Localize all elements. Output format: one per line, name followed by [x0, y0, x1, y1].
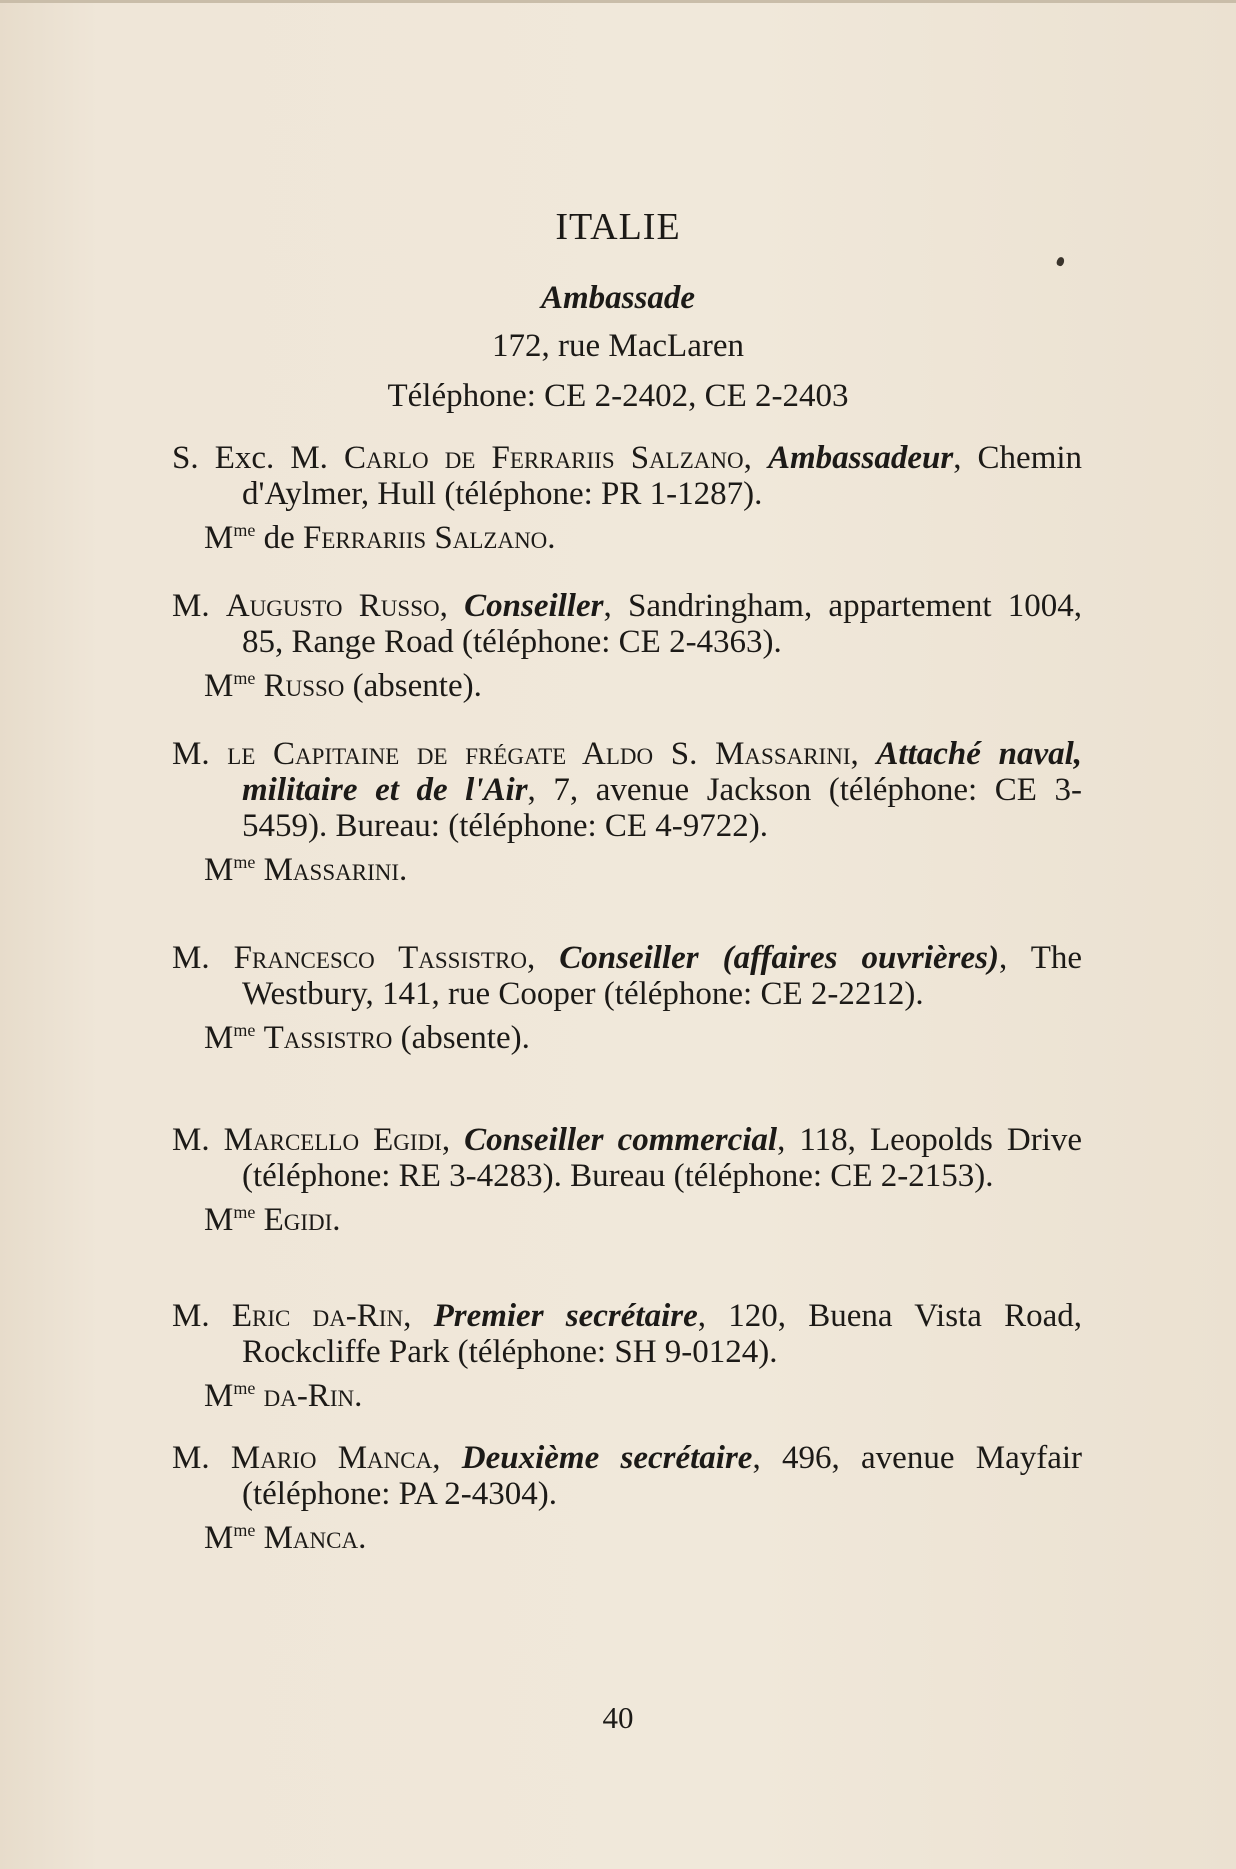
staff-entry-main: M. Mario Manca, Deuxième secrétaire, 496, avenue Mayfair (téléphone: PA 2-4304).	[172, 1440, 1083, 1512]
staff-entry	[172, 940, 1082, 1056]
spouse-title: M	[204, 1520, 234, 1556]
staff-details: 7, avenue Jackson (téléphone: CE 3-5459). Bureau: (téléphone: CE 4-9722).	[242, 772, 1083, 844]
name-prefix: M.	[172, 1122, 210, 1158]
spouse-title: M	[204, 1378, 234, 1414]
name-prefix: M.	[172, 1440, 210, 1476]
office-phone: Téléphone: CE 2-2402, CE 2-2403	[387, 378, 849, 414]
page-edge	[0, 0, 1236, 3]
spouse-note: .	[332, 1202, 341, 1238]
office-heading: Ambassade	[540, 280, 695, 316]
staff-details: Sandringham, appartement 1004, 85, Range Road (téléphone: CE 2-4363).	[242, 588, 1083, 660]
spouse-name-particle: de	[263, 520, 303, 556]
staff-name: Francesco Tassistro	[233, 940, 527, 976]
spouse-name: Egidi	[263, 1202, 333, 1238]
office-address: 172, rue MacLaren	[492, 328, 744, 364]
spouse-line	[204, 1520, 1082, 1556]
staff-details: Chemin d'Aylmer, Hull (téléphone: PR 1-1287).	[242, 440, 1083, 512]
staff-details: 120, Buena Vista Road, Rockcliffe Park (téléphone: SH 9-0124).	[242, 1298, 1083, 1370]
staff-name: le Capitaine de frégate Aldo S. Massarini	[227, 736, 851, 772]
spouse-title: M	[204, 520, 234, 556]
spouse-title-suffix: me	[233, 1520, 256, 1540]
country-heading: ITALIE	[555, 206, 681, 248]
staff-name: Carlo de Ferrariis Salzano	[344, 440, 744, 476]
spouse-title-suffix: me	[233, 668, 256, 688]
staff-entry-main: M. Augusto Russo, Conseiller, Sandringham, appartement 1004, 85, Range Road (téléphone: CE 2-4363).	[172, 588, 1083, 660]
staff-name: Eric da-Rin	[231, 1298, 404, 1334]
name-prefix: S. Exc. M.	[172, 440, 328, 476]
staff-entry	[172, 1298, 1082, 1414]
ink-speck	[1056, 256, 1066, 267]
staff-details: 118, Leopolds Drive (téléphone: RE 3-4283). Bureau (téléphone: CE 2-2153).	[242, 1122, 1083, 1194]
spouse-note: .	[547, 520, 556, 556]
spouse-note: (absente).	[344, 668, 482, 704]
spouse-line	[204, 1202, 1082, 1238]
staff-details: 496, avenue Mayfair (téléphone: PA 2-4304).	[242, 1440, 1083, 1512]
staff-details: The Westbury, 141, rue Cooper (téléphone: CE 2-2212).	[242, 940, 1083, 1012]
staff-entry	[172, 588, 1082, 704]
spouse-note: .	[399, 852, 408, 888]
spouse-note: (absente).	[392, 1020, 530, 1056]
spouse-note: .	[354, 1378, 363, 1414]
spouse-name: da-Rin	[263, 1378, 355, 1414]
spouse-line	[204, 1020, 1082, 1056]
spouse-name: Tassistro	[263, 1020, 393, 1056]
spouse-name: Ferrariis Salzano	[303, 520, 548, 556]
spouse-title: M	[204, 1202, 234, 1238]
staff-entry-main: M. Eric da-Rin, Premier secrétaire, 120, Buena Vista Road, Rockcliffe Park (téléphone: SH 9-0124).	[172, 1298, 1083, 1370]
staff-title: Conseiller commercial	[464, 1122, 778, 1158]
spouse-line	[204, 668, 1082, 704]
spouse-line	[204, 1378, 1082, 1414]
spouse-line	[204, 520, 1082, 556]
staff-title: Conseiller (affaires ouvrières)	[559, 940, 1000, 976]
staff-name: Augusto Russo	[225, 588, 440, 624]
spouse-title-suffix: me	[233, 1020, 256, 1040]
spouse-title: M	[204, 1020, 234, 1056]
spouse-note: .	[358, 1520, 367, 1556]
name-prefix: M.	[172, 736, 210, 772]
spouse-title: M	[204, 668, 234, 704]
staff-entry	[172, 440, 1082, 556]
staff-name: Marcello Egidi	[223, 1122, 442, 1158]
staff-title: Attaché naval, militaire et de l'Air	[242, 736, 1083, 808]
staff-entry-main: M. Marcello Egidi, Conseiller commercial, 118, Leopolds Drive (téléphone: RE 3-4283). Bureau (téléphone: CE 2-2153).	[172, 1122, 1083, 1194]
spouse-line	[204, 852, 1082, 888]
name-prefix: M.	[172, 1298, 210, 1334]
spouse-title-suffix: me	[233, 520, 256, 540]
staff-name: Mario Manca	[230, 1440, 433, 1476]
staff-title: Premier secrétaire	[433, 1298, 698, 1334]
staff-entry-main: M. Francesco Tassistro, Conseiller (affaires ouvrières), The Westbury, 141, rue Cooper (téléphone: CE 2-2212).	[172, 940, 1083, 1012]
page-number: 40	[602, 1700, 634, 1735]
spouse-name: Manca	[263, 1520, 359, 1556]
staff-entry	[172, 1122, 1082, 1238]
staff-entry-main: M. le Capitaine de frégate Aldo S. Massarini, Attaché naval, militaire et de l'Air, 7, avenue Jackson (téléphone: CE 3-5459). Bureau: (téléphone: CE 4-9722).	[172, 736, 1083, 844]
staff-entry	[172, 736, 1082, 888]
name-prefix: M.	[172, 940, 210, 976]
spouse-title-suffix: me	[233, 1202, 256, 1222]
spouse-name: Massarini	[263, 852, 400, 888]
staff-title: Ambassadeur	[767, 440, 954, 476]
spouse-title-suffix: me	[233, 1378, 256, 1398]
spouse-title-suffix: me	[233, 852, 256, 872]
staff-entry	[172, 1440, 1082, 1556]
spouse-name: Russo	[263, 668, 345, 704]
name-prefix: M.	[172, 588, 210, 624]
staff-title: Deuxième secrétaire	[461, 1440, 753, 1476]
spouse-title: M	[204, 852, 234, 888]
staff-entry-main: S. Exc. M. Carlo de Ferrariis Salzano, Ambassadeur, Chemin d'Aylmer, Hull (téléphone: PR 1-1287).	[172, 440, 1083, 512]
staff-title: Conseiller	[464, 588, 604, 624]
